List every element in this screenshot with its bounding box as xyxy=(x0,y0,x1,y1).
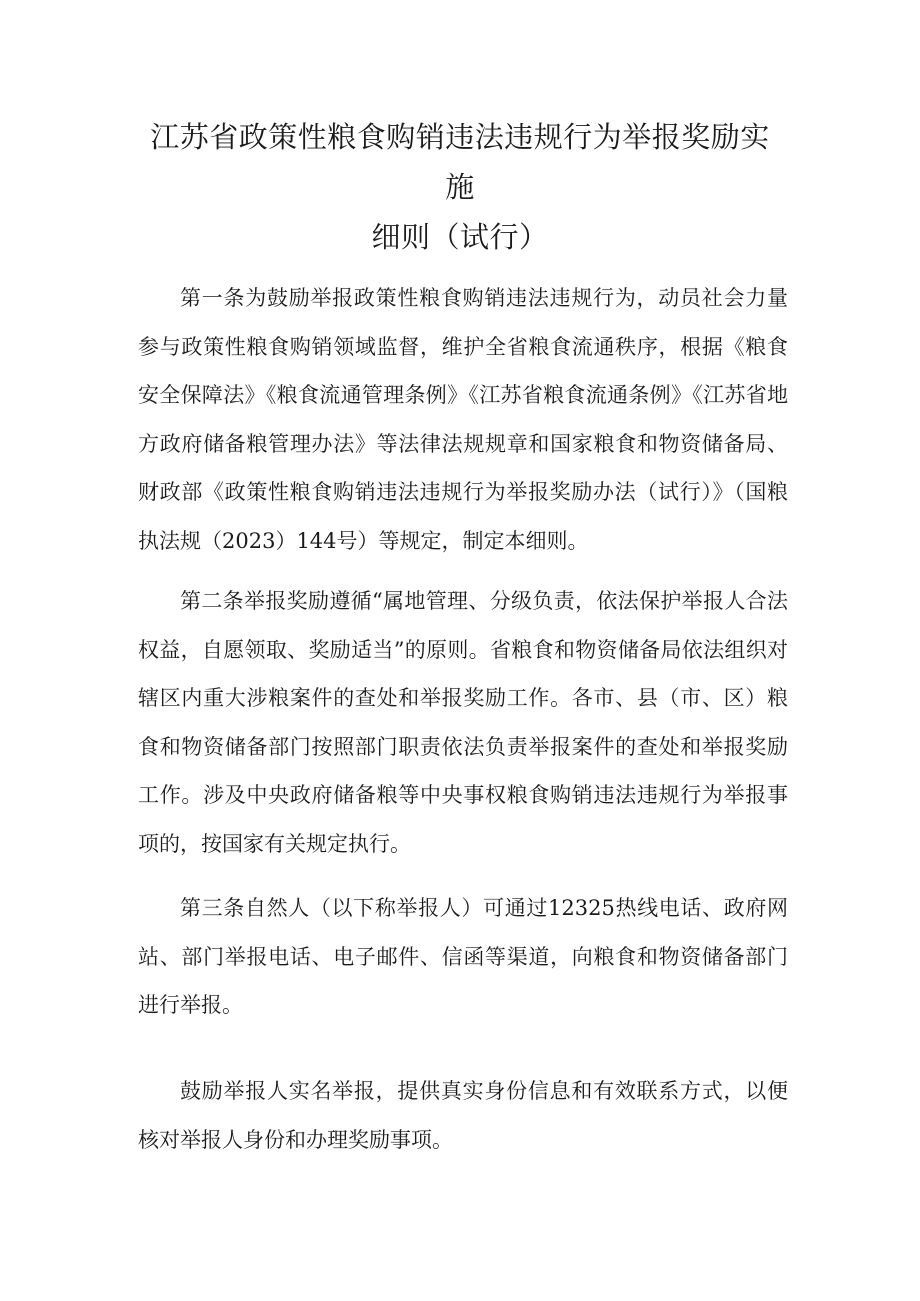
article-1-paragraph: 第一条为鼓励举报政策性粮食购销违法违规行为，动员社会力量参与政策性粮食购销领域监督，维护全省粮食流通秩序，根据《粮食安全保障法》《粮食流通管理条例》《江苏省粮食流通条例》《江苏省地方政府储备粮管理办法》等法律法规规章和国家粮食和物资储备局、财政部《政策性粮食购销违法违规行为举报奖励办法（试行）》（国粮执法规（2023）144号）等规定，制定本细则。 xyxy=(138,286,788,553)
title-line-2: 细则（试行） xyxy=(371,220,549,254)
document-title xyxy=(140,112,780,262)
article-2-paragraph: 第二条举报奖励遵循“属地管理、分级负责，依法保护举报人合法权益，自愿领取、奖励适当”的原则。省粮食和物资储备局依法组织对辖区内重大涉粮案件的查处和举报奖励工作。各市、县（市、区）粮食和物资储备部门按照部门职责依法负责举报案件的查处和举报奖励工作。涉及中央政府储备粮等中央事权粮食购销违法违规行为举报事项的，按国家有关规定执行。 xyxy=(138,589,788,856)
article-3-paragraph: 第三条自然人（以下称举报人）可通过12325热线电话、政府网站、部门举报电话、电子邮件、信函等渠道，向粮食和物资储备部门进行举报。 xyxy=(138,896,788,1017)
real-name-report-paragraph: 鼓励举报人实名举报，提供真实身份信息和有效联系方式，以便核对举报人身份和办理奖励事项。 xyxy=(138,1079,788,1152)
title-line-1: 江苏省政策性粮食购销违法违规行为举报奖励实施 xyxy=(150,120,770,204)
